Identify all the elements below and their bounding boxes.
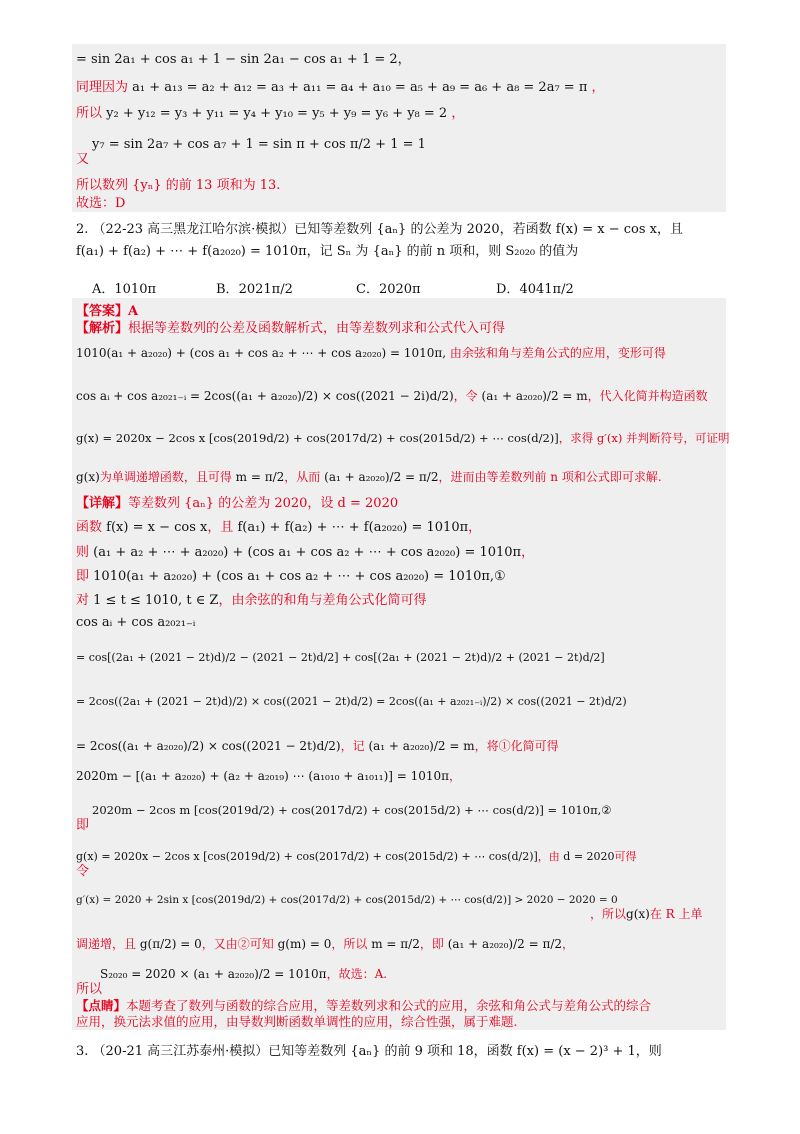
text: 所以: [76, 106, 103, 121]
equation: S₂₀₂₀ = 2020 × (a₁ + a₂₀₂₀)/2 = 1010π: [100, 967, 327, 981]
equation: m = π/2: [371, 937, 420, 951]
detail-line: [590, 906, 703, 922]
detail-line: [76, 593, 426, 609]
text: ，所以: [331, 937, 368, 951]
detail-line: [100, 966, 387, 982]
equation: g(x): [626, 907, 650, 921]
equation-line: y₇ = sin 2a₇ + cos a₇ + 1 = sin π + cos π/2 + 1 = 1: [92, 137, 426, 152]
detail-line: [76, 496, 398, 512]
detail-line: [76, 849, 637, 865]
text: ，又由②可知: [201, 937, 274, 951]
equation: g(π/2) = 0: [139, 937, 202, 951]
detail-line: [76, 545, 534, 561]
answer-tag: 【答案】A: [76, 304, 139, 319]
text: 函数: [76, 520, 103, 535]
text: ，: [468, 520, 482, 535]
text-line: 所以数列 {yₙ} 的前 13 项和为 13.: [76, 178, 281, 193]
equation-line: = 2cos((2a₁ + (2021 − 2t)d)/2) × cos((2021 − 2t)d/2) = 2cos((a₁ + a₂₀₂₁₋ᵢ)/2) × cos((2021 − 2t)d/2): [76, 695, 627, 708]
equation: 2020m − [(a₁ + a₂₀₂₀) + (a₂ + a₂₀₁₉) ⋯ (a₁₀₁₀ + a₁₀₁₁)] = 1010π: [76, 769, 450, 783]
text-line: 令: [76, 864, 90, 879]
text: 同理因为: [76, 80, 129, 95]
option-label: D．: [496, 282, 520, 297]
equation: 1010(a₁ + a₂₀₂₀) + (cos a₁ + cos a₂ + ⋯ + cos a₂₀₂₀) = 1010π,: [76, 346, 447, 360]
text: ，进而由等差数列前 n 项和公式即可求解.: [438, 470, 662, 484]
analysis-line: [76, 469, 662, 485]
equation: m = π/2: [235, 470, 285, 484]
equation: g(x): [76, 470, 100, 484]
text-line: [76, 80, 605, 96]
text: ，令: [453, 389, 478, 403]
analysis-tag: 【解析】: [76, 321, 129, 336]
equation: (a₁ + a₂ + ⋯ + a₂₀₂₀) + (cos a₁ + cos a₂ + ⋯ + cos a₂₀₂₀) = 1010π: [93, 545, 522, 560]
equation: y₂ + y₁₂ = y₃ + y₁₁ = y₄ + y₁₀ = y₅ + y₉ = y₆ + y₈ = 2: [106, 106, 448, 121]
option-label: A．: [92, 282, 115, 297]
text: 本题考查了数列与函数的综合应用，等差数列求和公式的应用，余弦和角公式与差角公式的综合: [126, 998, 652, 1013]
equation: g(x) = 2020x − 2cos x [cos(2019d/2) + cos(2017d/2) + cos(2015d/2) + ⋯ cos(d/2)]: [76, 850, 538, 863]
equation: 1 ≤ t ≤ 1010, t ∈ Z: [93, 593, 219, 608]
text: ，所以: [590, 907, 627, 921]
equation: cos aᵢ + cos a₂₀₂₁₋ᵢ = 2cos((a₁ + a₂₀₂₀)/2) × cos((2021 − 2i)d/2): [76, 389, 454, 403]
detail-line: [76, 768, 461, 784]
text: ，代入化简并构造函数: [587, 389, 708, 403]
text: ，且: [207, 520, 234, 535]
text-line: [76, 106, 464, 122]
text-line: 即: [76, 818, 90, 833]
text: ，: [591, 80, 605, 95]
option-label: B．: [216, 282, 239, 297]
equation: g(x) = 2020x − 2cos x [cos(2019d/2) + cos(2017d/2) + cos(2015d/2) + ⋯ cos(d/2)]: [76, 431, 559, 445]
option-value: 2021π/2: [238, 282, 293, 297]
text: ，: [521, 545, 535, 560]
equation: (a₁ + a₂₀₂₀)/2 = m: [481, 389, 588, 403]
equation: (a₁ + a₂₀₂₀)/2 = m: [368, 739, 475, 753]
text: ，由: [537, 850, 560, 863]
text: 则: [76, 545, 90, 560]
equation: (a₁ + a₂₀₂₀)/2 = π/2: [447, 937, 563, 951]
text: 等差数列 {aₙ} 的公差为 2020，设 d = 2020: [128, 496, 399, 511]
equation: = 2cos((a₁ + a₂₀₂₀)/2) × cos((2021 − 2t)d/2): [76, 739, 341, 753]
text-line: 又: [76, 152, 90, 167]
text: ，由余弦的和角与差角公式化简可得: [218, 593, 427, 608]
text: 由余弦和角与差角公式的应用，变形可得: [449, 346, 666, 360]
equation-line: g′(x) = 2020 + 2sin x [cos(2019d/2) + cos(2017d/2) + cos(2015d/2) + ⋯ cos(d/2)] > 2020 − 2020 = 0: [76, 894, 618, 906]
analysis-line: [76, 345, 666, 361]
text: ，求得 g′(x) 并判断符号，可证明: [558, 431, 730, 445]
equation: f(x) = x − cos x: [106, 520, 208, 535]
text: 可得: [614, 850, 637, 863]
option-label: C．: [356, 282, 379, 297]
text: ，将①化简可得: [474, 739, 559, 753]
option-a: [92, 278, 156, 297]
comment-line: 应用，换元法求值的应用，由导数判断函数单调性的应用，综合性强，属于难题.: [76, 1014, 518, 1029]
detail-line: [76, 738, 559, 754]
question-2-line-1: 2. （22-23 高三黑龙江哈尔滨·模拟）已知等差数列 {aₙ} 的公差为 2020，若函数 f(x) = x − cos x，且: [76, 222, 683, 237]
text: 为单调递增函数，且可得: [99, 470, 232, 484]
comment-tag: 【点睛】: [76, 998, 127, 1013]
question-2-line-2: f(a₁) + f(a₂) + ⋯ + f(a₂₀₂₀) = 1010π，记 Sₙ 为 {aₙ} 的前 n 项和，则 S₂₀₂₀ 的值为: [76, 244, 579, 259]
text: ，: [562, 937, 575, 951]
option-d: [496, 278, 574, 297]
text: ，从而: [284, 470, 321, 484]
equation: d = 2020: [563, 850, 615, 863]
equation-line: = sin 2a₁ + cos a₁ + 1 − sin 2a₁ − cos a₁ + 1 = 2，: [76, 52, 411, 67]
equation-line: = cos[(2a₁ + (2021 − 2t)d)/2 − (2021 − 2t)d/2] + cos[(2a₁ + (2021 − 2t)d)/2 + (2021 − 2t)d/2]: [76, 651, 605, 664]
text: 根据等差数列的公差及函数解析式，由等差数列求和公式代入可得: [128, 321, 506, 336]
text: ，故选：A.: [326, 967, 388, 981]
comment-line: [76, 998, 651, 1014]
option-value: 1010π: [114, 282, 157, 297]
analysis-line: [76, 321, 505, 337]
detail-line: [76, 569, 506, 585]
text: 即: [76, 569, 90, 584]
text: ，: [451, 106, 465, 121]
option-b: [216, 278, 293, 297]
equation-line: 2020m − 2cos m [cos(2019d/2) + cos(2017d/2) + cos(2015d/2) + ⋯ cos(d/2)] = 1010π,②: [92, 803, 612, 817]
detail-line: [76, 520, 481, 536]
text-line: 所以: [76, 982, 103, 997]
analysis-line: [76, 388, 708, 404]
option-c: [356, 278, 421, 297]
analysis-line: [76, 430, 730, 446]
question-3-line: 3. （20-21 高三江苏泰州·模拟）已知等差数列 {aₙ} 的前 9 项和 18，函数 f(x) = (x − 2)³ + 1，则: [76, 1044, 662, 1059]
text: ，记: [340, 739, 365, 753]
equation: a₁ + a₁₃ = a₂ + a₁₂ = a₃ + a₁₁ = a₄ + a₁₀ = a₅ + a₉ = a₆ + a₈ = 2a₇ = π: [132, 80, 588, 95]
text: ，即: [419, 937, 444, 951]
equation: g(m) = 0: [277, 937, 332, 951]
equation: 1010(a₁ + a₂₀₂₀) + (cos a₁ + cos a₂ + ⋯ + cos a₂₀₂₀) = 1010π,①: [93, 569, 506, 584]
text-line: 故选：D: [76, 196, 126, 211]
detail-tag: 【详解】: [76, 496, 129, 511]
equation: f(a₁) + f(a₂) + ⋯ + f(a₂₀₂₀) = 1010π: [237, 520, 469, 535]
equation: (a₁ + a₂₀₂₀)/2 = π/2: [324, 470, 439, 484]
option-value: 2020π: [378, 282, 421, 297]
text: ，: [449, 769, 462, 783]
text: 在 R 上单: [649, 907, 703, 921]
equation-line: cos aᵢ + cos a₂₀₂₁₋ᵢ: [76, 615, 196, 630]
option-value: 4041π/2: [519, 282, 574, 297]
text: 对: [76, 593, 90, 608]
detail-line: [76, 936, 574, 952]
text: 调递增，且: [76, 937, 137, 951]
